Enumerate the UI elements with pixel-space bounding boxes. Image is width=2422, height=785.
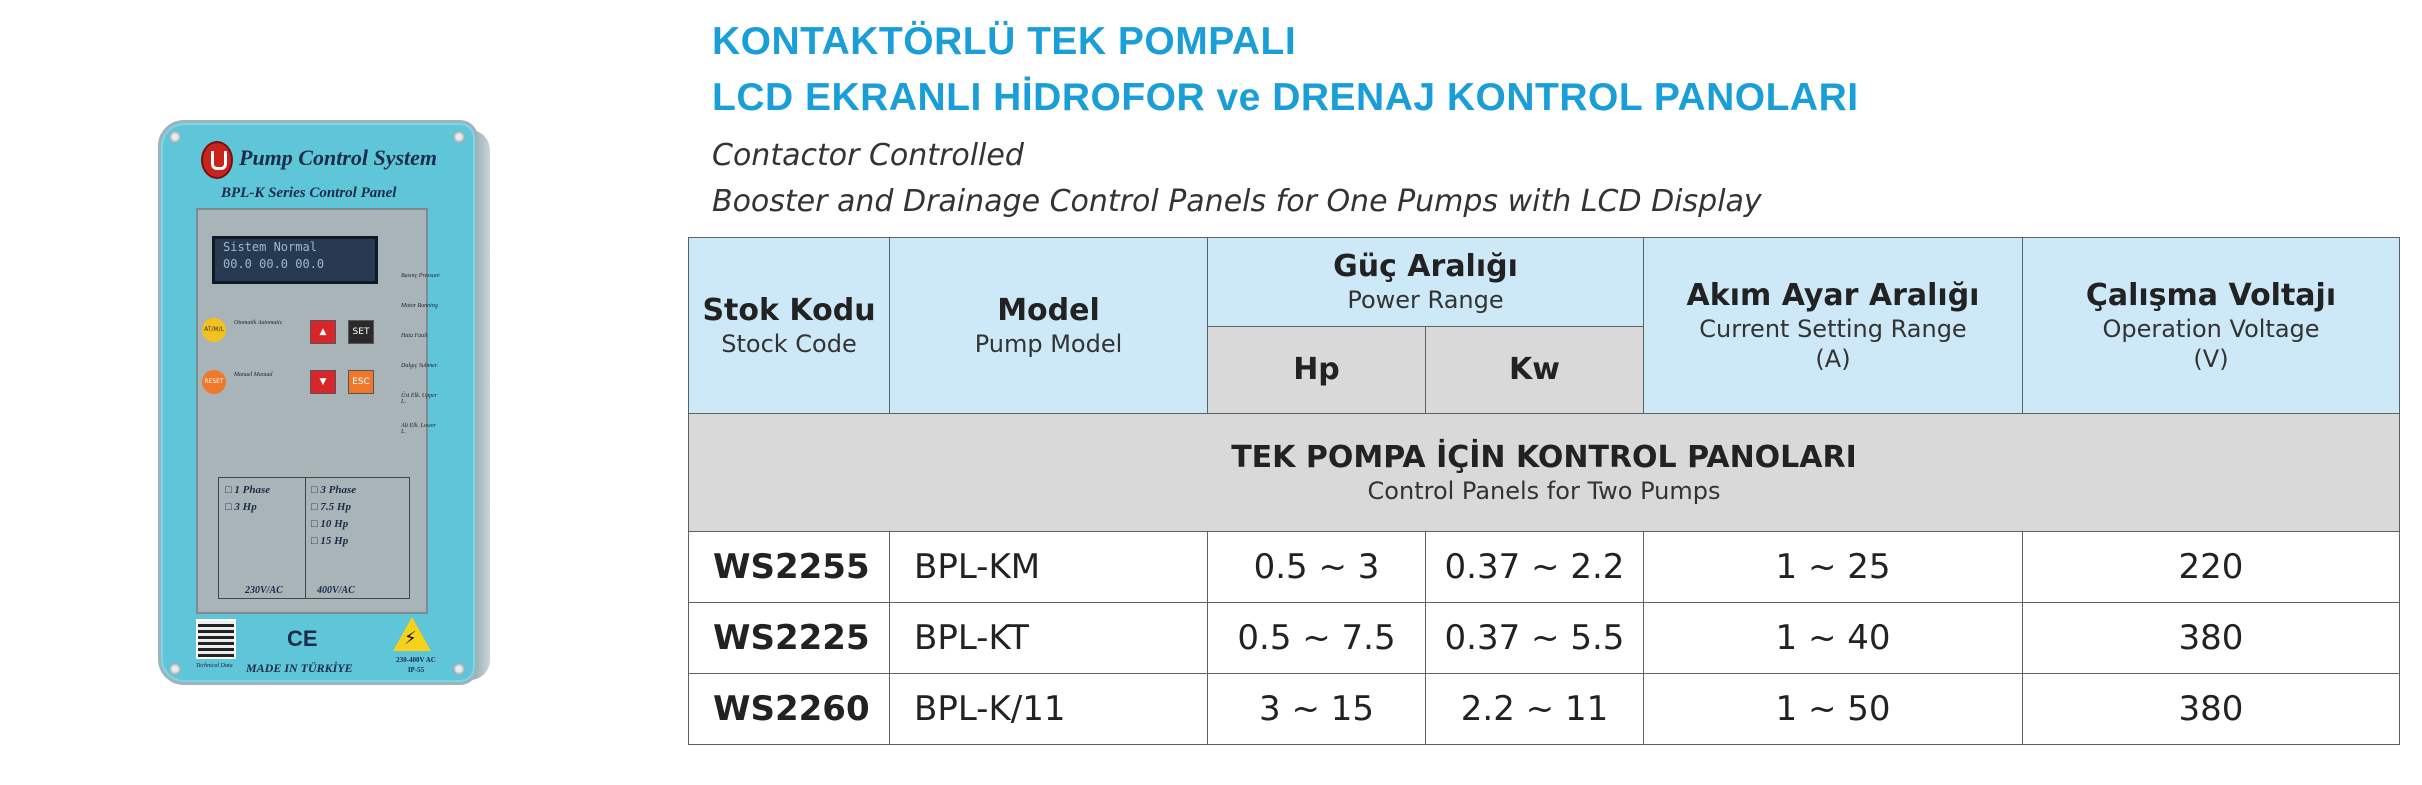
made-in-label: MADE IN TÜRKİYE (246, 661, 353, 675)
technical-label: Technical Data (196, 663, 233, 669)
header-voltage-tr: Çalışma Voltajı (2085, 277, 2337, 313)
down-arrow-icon: ▼ (310, 370, 336, 394)
header-current-tr: Akım Ayar Aralığı (1686, 277, 1980, 313)
header-current-en: Current Setting Range (1699, 314, 1967, 343)
indicator-label: Alt Elk. Lower L. (401, 423, 436, 435)
header-power-tr: Güç Aralığı (1333, 249, 1518, 284)
phase1-column: □ 1 Phase □ 3 Hp (225, 484, 271, 513)
header-current (1643, 237, 2023, 414)
phase3-item: 10 Hp (320, 518, 349, 530)
header-stock-en: Stock Code (721, 329, 857, 358)
table-cell-hp: 3 ~ 15 (1207, 673, 1426, 745)
header-model-tr: Model (997, 292, 1100, 328)
header-stock-code (688, 237, 890, 414)
lcd-line-2: 00.0 00.0 00.0 (223, 257, 325, 271)
table-cell-voltage: 220 (2022, 531, 2400, 603)
screw-icon (169, 131, 181, 143)
product-image (150, 120, 480, 690)
table-cell-kw: 0.37 ~ 5.5 (1425, 602, 1644, 674)
volt3-label: 400V/AC (317, 585, 355, 596)
manual-label: Manuel Manual (234, 372, 273, 378)
title-line-2: LCD EKRANLI HİDROFOR ve DRENAJ KONTROL PANOLARI (712, 76, 1859, 119)
lcd-display (212, 236, 378, 284)
series-label: BPL-K Series Control Panel (221, 185, 397, 201)
section-title-en: Control Panels for Two Pumps (1367, 476, 1721, 505)
phase3-title: 3 Phase (320, 484, 357, 496)
phase3-item: 7.5 Hp (320, 501, 351, 513)
header-voltage-en: Operation Voltage (2102, 314, 2320, 343)
table-cell-current: 1 ~ 25 (1643, 531, 2023, 603)
header-kw (1425, 326, 1644, 414)
header-current-unit: (A) (1815, 344, 1851, 373)
phase1-title: 1 Phase (234, 484, 271, 496)
title-line-1: KONTAKTÖRLÜ TEK POMPALI (712, 20, 1297, 63)
spec-table (688, 237, 2400, 745)
auto-label: Otomatik Automatic (234, 320, 283, 326)
brand-title: Pump Control System (239, 145, 438, 170)
indicator-label: Dalgıç Submer. (401, 363, 438, 369)
header-power-en: Power Range (1347, 286, 1504, 314)
table-cell-voltage: 380 (2022, 602, 2400, 674)
table-cell-model: BPL-K/11 (889, 673, 1208, 745)
phase1-item: 3 Hp (234, 501, 257, 513)
table-cell-voltage: 380 (2022, 673, 2400, 745)
header-voltage-unit: (V) (2193, 344, 2229, 373)
section-band (688, 413, 2400, 532)
header-hp-label: Hp (1293, 352, 1340, 387)
table-cell-current: 1 ~ 40 (1643, 602, 2023, 674)
ce-mark: CE (287, 626, 318, 651)
screw-icon (169, 663, 181, 675)
phase-selector (218, 477, 410, 599)
table-cell-hp: 0.5 ~ 7.5 (1207, 602, 1426, 674)
reset-button: RESET (202, 370, 226, 394)
table-cell-model: BPL-KM (889, 531, 1208, 603)
screw-icon (453, 663, 465, 675)
table-cell-model: BPL-KT (889, 602, 1208, 674)
table-cell-kw: 2.2 ~ 11 (1425, 673, 1644, 745)
header-stock-tr: Stok Kodu (702, 292, 876, 328)
lightning-icon: ⚡ (404, 628, 417, 649)
header-model (889, 237, 1208, 414)
esc-button: ESC (348, 370, 374, 394)
phase3-column: □ 3 Phase □ 7.5 Hp □ 10 Hp □ 15 Hp (311, 484, 357, 547)
subtitle-line-1: Contactor Controlled (712, 138, 1024, 173)
indicator-label: Üst Elk. Upper L. (401, 393, 438, 405)
table-cell-code: WS2260 (688, 673, 890, 745)
header-power-range (1207, 237, 1644, 327)
qr-code-icon (196, 619, 236, 659)
up-arrow-icon: ▲ (310, 320, 336, 344)
auto-button: AT/M/L (202, 318, 226, 342)
table-cell-hp: 0.5 ~ 3 (1207, 531, 1426, 603)
subtitle-line-2: Booster and Drainage Control Panels for One Pumps with LCD Display (712, 184, 1762, 219)
indicator-label: Hata Fault (401, 333, 428, 339)
header-voltage (2022, 237, 2400, 414)
header-model-en: Pump Model (974, 329, 1123, 358)
divider (305, 478, 306, 598)
section-title-tr: TEK POMPA İÇİN KONTROL PANOLARI (1231, 439, 1857, 475)
indicator-label: Motor Running (401, 303, 438, 309)
panel-face (196, 208, 428, 614)
indicator-label: Basınç Pressure (401, 273, 440, 279)
table-cell-current: 1 ~ 50 (1643, 673, 2023, 745)
control-panel-body (158, 120, 478, 685)
table-cell-code: WS2255 (688, 531, 890, 603)
rating-label: 230-400V AC IP-55 (396, 656, 436, 674)
header-kw-label: Kw (1509, 352, 1560, 387)
set-button: SET (348, 320, 374, 344)
screw-icon (453, 131, 465, 143)
brand-logo-icon (201, 141, 233, 179)
lcd-line-1: Sistem Normal (223, 240, 317, 254)
phase3-item: 15 Hp (320, 535, 349, 547)
header-hp (1207, 326, 1426, 414)
table-cell-code: WS2225 (688, 602, 890, 674)
table-cell-kw: 0.37 ~ 2.2 (1425, 531, 1644, 603)
volt1-label: 230V/AC (245, 585, 283, 596)
